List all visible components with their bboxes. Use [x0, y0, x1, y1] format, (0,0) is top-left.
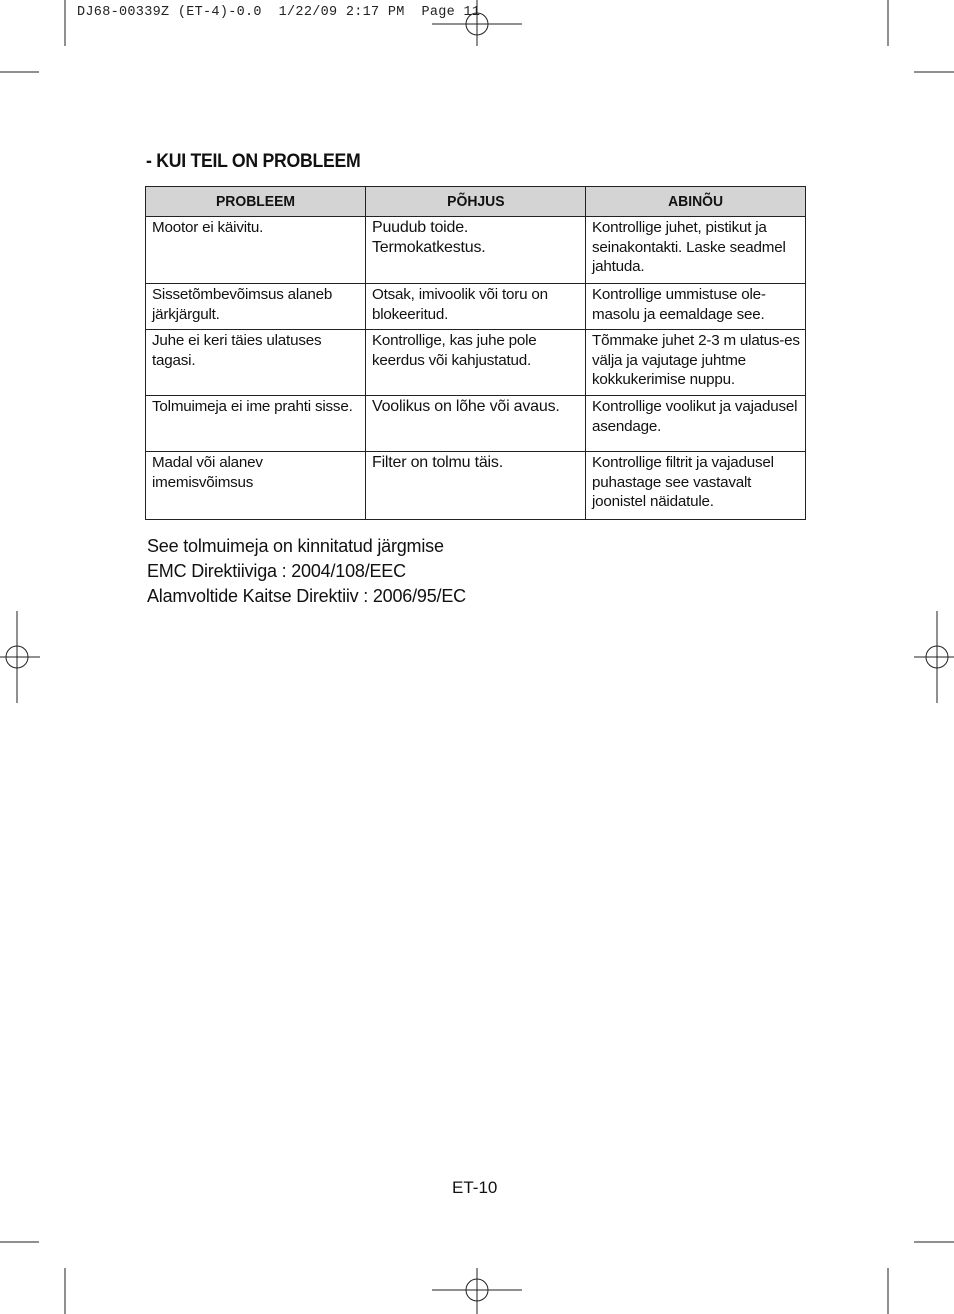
cell-problem: Tolmuimeja ei ime prahti sisse. [146, 396, 366, 452]
cell-remedy: Kontrollige filtrit ja vajadusel puhastage see vastavalt joonistel näidatule. [586, 452, 806, 520]
cell-cause: Puudub toide. Termokatkestus. [366, 217, 586, 284]
table-row [146, 284, 806, 330]
page-number: ET-10 [452, 1178, 498, 1197]
cell-problem: Juhe ei keri täies ulatuses tagasi. [146, 330, 366, 396]
cell-problem: Sissetõmbevõimsus alaneb järkjärgult. [146, 284, 366, 330]
cell-cause: Voolikus on lõhe või avaus. [366, 396, 586, 452]
table-row [146, 452, 806, 520]
note-line: Alamvoltide Kaitse Direktiiv : 2006/95/EC [147, 586, 466, 606]
registration-target-left [0, 611, 40, 703]
cell-problem: Mootor ei käivitu. [146, 217, 366, 284]
troubleshooting-table [145, 186, 806, 520]
table-row [146, 396, 806, 452]
header-remedy: ABINÕU [586, 187, 806, 217]
cell-remedy: Kontrollige ummistuse ole-masolu ja eemaldage see. [586, 284, 806, 330]
note-line: EMC Direktiiviga : 2004/108/EEC [147, 561, 406, 581]
compliance-note [147, 534, 466, 609]
cell-cause: Kontrollige, kas juhe pole keerdus või kahjustatud. [366, 330, 586, 396]
cell-problem: Madal või alanev imemisvõimsus [146, 452, 366, 520]
section-title: - KUI TEIL ON PROBLEEM [146, 151, 361, 172]
cell-cause: Filter on tolmu täis. [366, 452, 586, 520]
header-problem: PROBLEEM [146, 187, 366, 217]
table-row [146, 217, 806, 284]
table-row [146, 330, 806, 396]
note-line: See tolmuimeja on kinnitatud järgmise [147, 536, 444, 556]
table-header-row [146, 187, 806, 217]
registration-target-bottom [432, 1268, 522, 1314]
header-cause: PÕHJUS [366, 187, 586, 217]
cell-remedy: Tõmmake juhet 2-3 m ulatus-es välja ja vajutage juhtme kokkukerimise nuppu. [586, 330, 806, 396]
cell-cause: Otsak, imivoolik või toru on blokeeritud. [366, 284, 586, 330]
registration-target-right [914, 611, 954, 703]
cell-remedy: Kontrollige voolikut ja vajadusel asendage. [586, 396, 806, 452]
cell-remedy: Kontrollige juhet, pistikut ja seinakontakti. Laske seadmel jahtuda. [586, 217, 806, 284]
print-slug: DJ68-00339Z (ET-4)-0.0 1/22/09 2:17 PM Page 11 [77, 5, 481, 20]
